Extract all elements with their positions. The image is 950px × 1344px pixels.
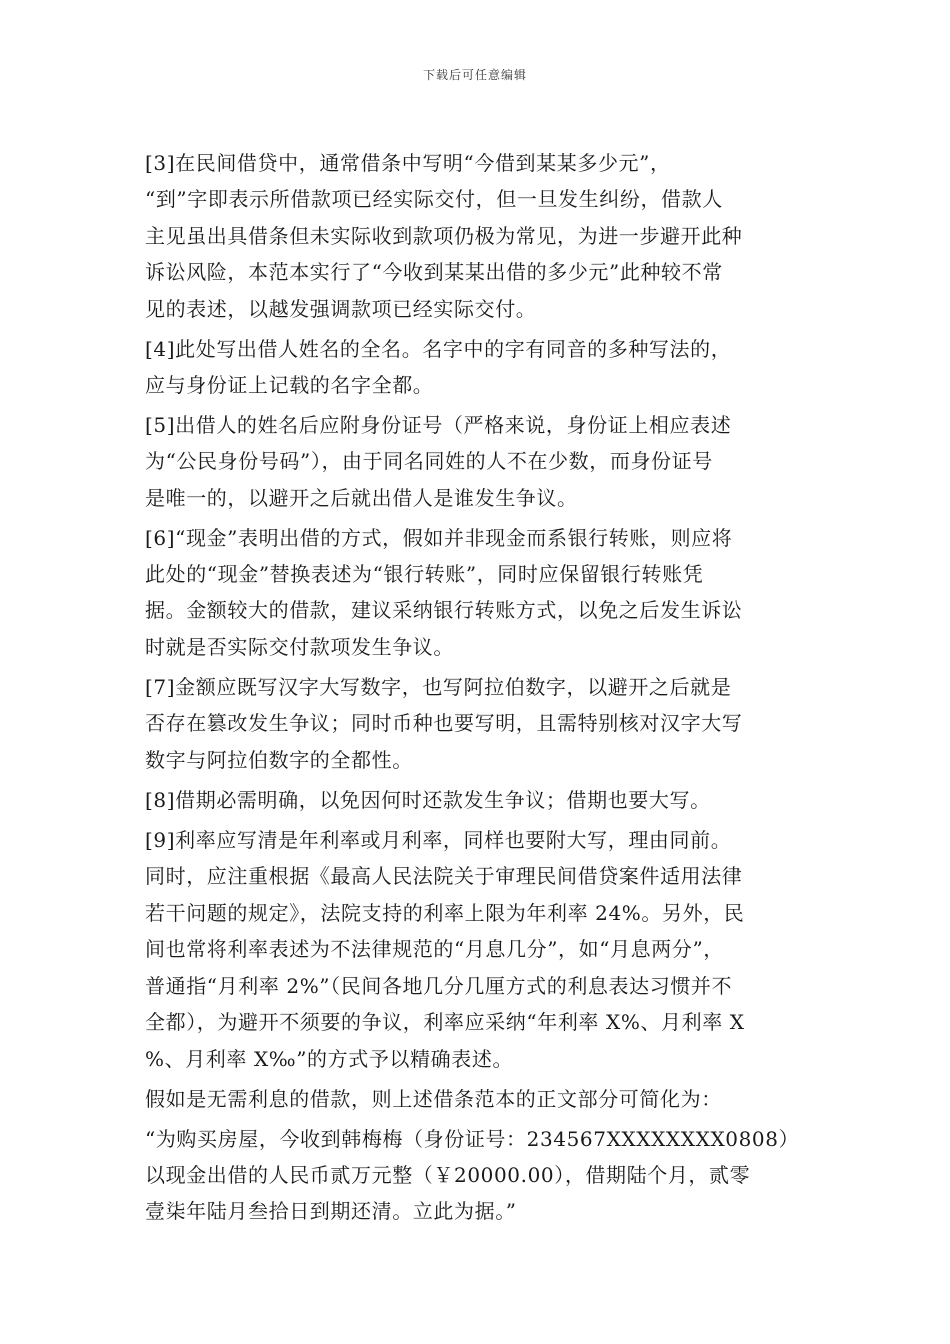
body-line: %、月利率 X‰”的方式予以精确表述。 — [145, 1047, 514, 1071]
body-line: [8]借期必需明确，以免因何时还款发生争议；借期也要大写。 — [145, 788, 711, 812]
body-line: [5]出借人的姓名后应附身份证号（严格来说，身份证上相应表述 — [145, 413, 732, 437]
body-line: 间也常将利率表述为不法律规范的“月息几分”，如“月息两分”， — [145, 937, 724, 961]
body-line: 应与身份证上记载的名字全都。 — [145, 373, 434, 397]
body-line: “到”字即表示所借款项已经实际交付，但一旦发生纠纷，借款人 — [145, 187, 723, 211]
body-line: 为“公民身份号码”），由于同名同姓的人不在少数，而身份证号 — [145, 449, 713, 473]
body-line: 否存在篡改发生争议；同时币种也要写明，且需特别核对汉字大写 — [145, 711, 743, 735]
page-header: 下载后可任意编辑 — [422, 68, 527, 82]
body-line: 此处的“现金”替换表述为“银行转账”，同时应保留银行转账凭 — [145, 562, 704, 586]
body-line: 壹柒年陆月叁拾日到期还清。立此为据。” — [145, 1199, 517, 1223]
body-line: 若干问题的规定》，法院支持的利率上限为年利率 24%。另外，民 — [145, 901, 745, 925]
body-line: “为购买房屋，今收到韩梅梅（身份证号：234567XXXXXXXX0808） — [145, 1127, 800, 1151]
body-line: 数字与阿拉伯数字的全都性。 — [145, 748, 413, 772]
body-line: [7]金额应既写汉字大写数字，也写阿拉伯数字，以避开之后就是 — [145, 675, 732, 699]
body-line: 据。金额较大的借款，建议采纳银行转账方式，以免之后发生诉讼 — [145, 598, 743, 622]
body-line: [3]在民间借贷中，通常借条中写明“今借到某某多少元”， — [145, 151, 671, 175]
body-line: 诉讼风险，本范本实行了“今收到某某出借的多少元”此种较不常 — [145, 260, 723, 284]
body-line: 全都），为避开不须要的争议，利率应采纳“年利率 X%、月利率 X — [145, 1010, 745, 1034]
body-line: 是唯一的，以避开之后就出借人是谁发生争议。 — [145, 486, 578, 510]
body-line: [6]“现金”表明出借的方式，假如并非现金而系银行转账，则应将 — [145, 526, 733, 550]
body-line: 假如是无需利息的借款，则上述借条范本的正文部分可简化为： — [145, 1087, 722, 1111]
body-line: 主见虽出具借条但未实际收到款项仍极为常见，为进一步避开此种 — [145, 224, 743, 248]
body-line: 普通指“月利率 2%”（民间各地几分几厘方式的利息表达习惯并不 — [145, 974, 733, 998]
body-line: 以现金出借的人民币贰万元整（￥20000.00），借期陆个月，贰零 — [145, 1163, 751, 1187]
body-line: [9]利率应写清是年利率或月利率，同样也要附大写，理由同前。 — [145, 828, 732, 852]
body-line: [4]此处写出借人姓名的全名。名字中的字有同音的多种写法的， — [145, 337, 732, 361]
body-line: 见的表述，以越发强调款项已经实际交付。 — [145, 297, 537, 321]
body-line: 时就是否实际交付款项发生争议。 — [145, 635, 454, 659]
body-line: 同时，应注重根据《最高人民法院关于审理民间借贷案件适用法律 — [145, 864, 743, 888]
